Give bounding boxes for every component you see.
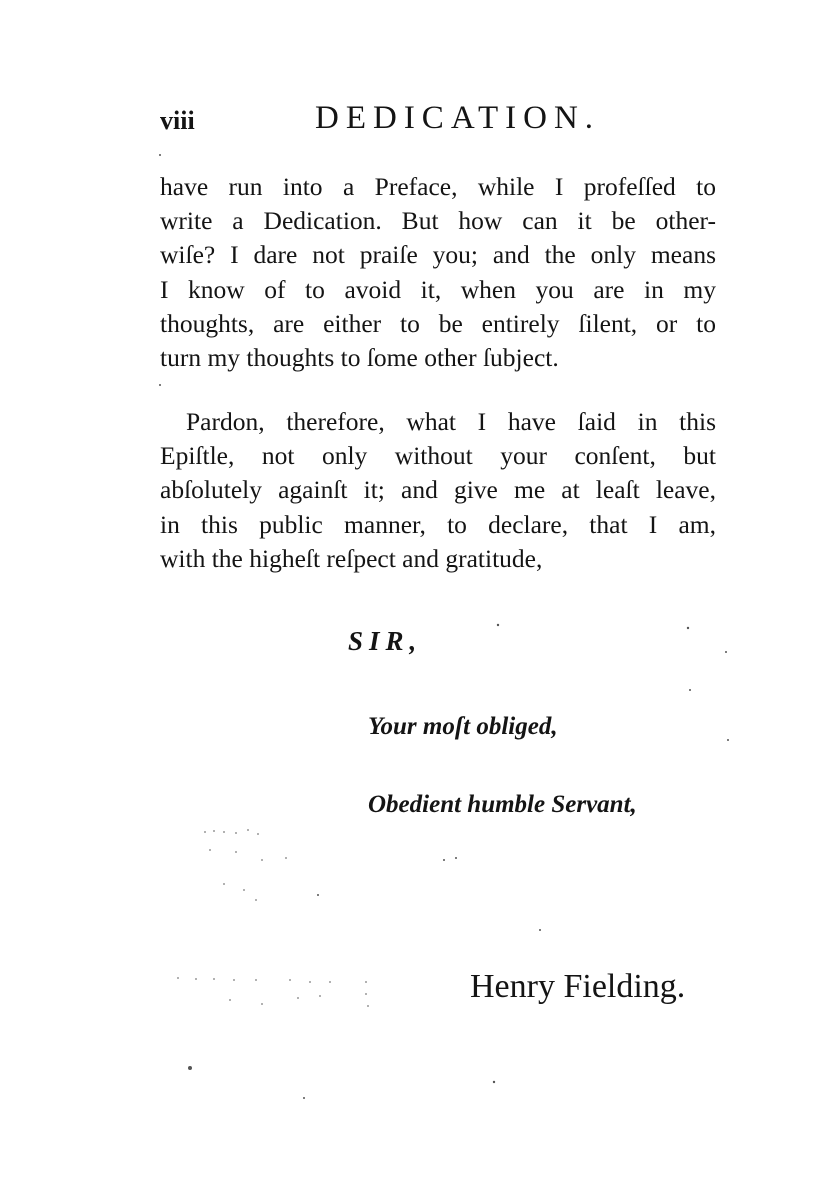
text-line: I know of to avoid it, when you are in my [160, 274, 716, 304]
running-head: DEDICATION. [315, 100, 601, 136]
text-line: turn my thoughts to ſome other ſubject. [160, 343, 559, 373]
salutation: SIR, [348, 626, 423, 656]
text-line: with the higheſt reſpect and gratitude, [160, 543, 543, 573]
text-line: write a Dedication. But how can it be other- [160, 206, 716, 236]
text-line: abſolutely againſt it; and give me at leaſt leave, [160, 475, 716, 505]
text-line: have run into a Preface, while I profeſſed to [160, 172, 716, 201]
text-line: Pardon, therefore, what I have ſaid in this [186, 407, 716, 436]
page-number: viii [160, 106, 195, 135]
text-line: Epiſtle, not only without your conſent, but [160, 441, 716, 471]
text-line: wiſe? I dare not praiſe you; and the only means [160, 240, 716, 270]
closing-line: Obedient humble Servant, [368, 791, 637, 818]
closing-line: Your moſt obliged, [368, 713, 558, 740]
text-line: in this public manner, to declare, that I am, [160, 509, 716, 539]
text-line: thoughts, are either to be entirely ſilent, or to [160, 308, 716, 338]
signature: Henry Fielding. [470, 968, 686, 1005]
